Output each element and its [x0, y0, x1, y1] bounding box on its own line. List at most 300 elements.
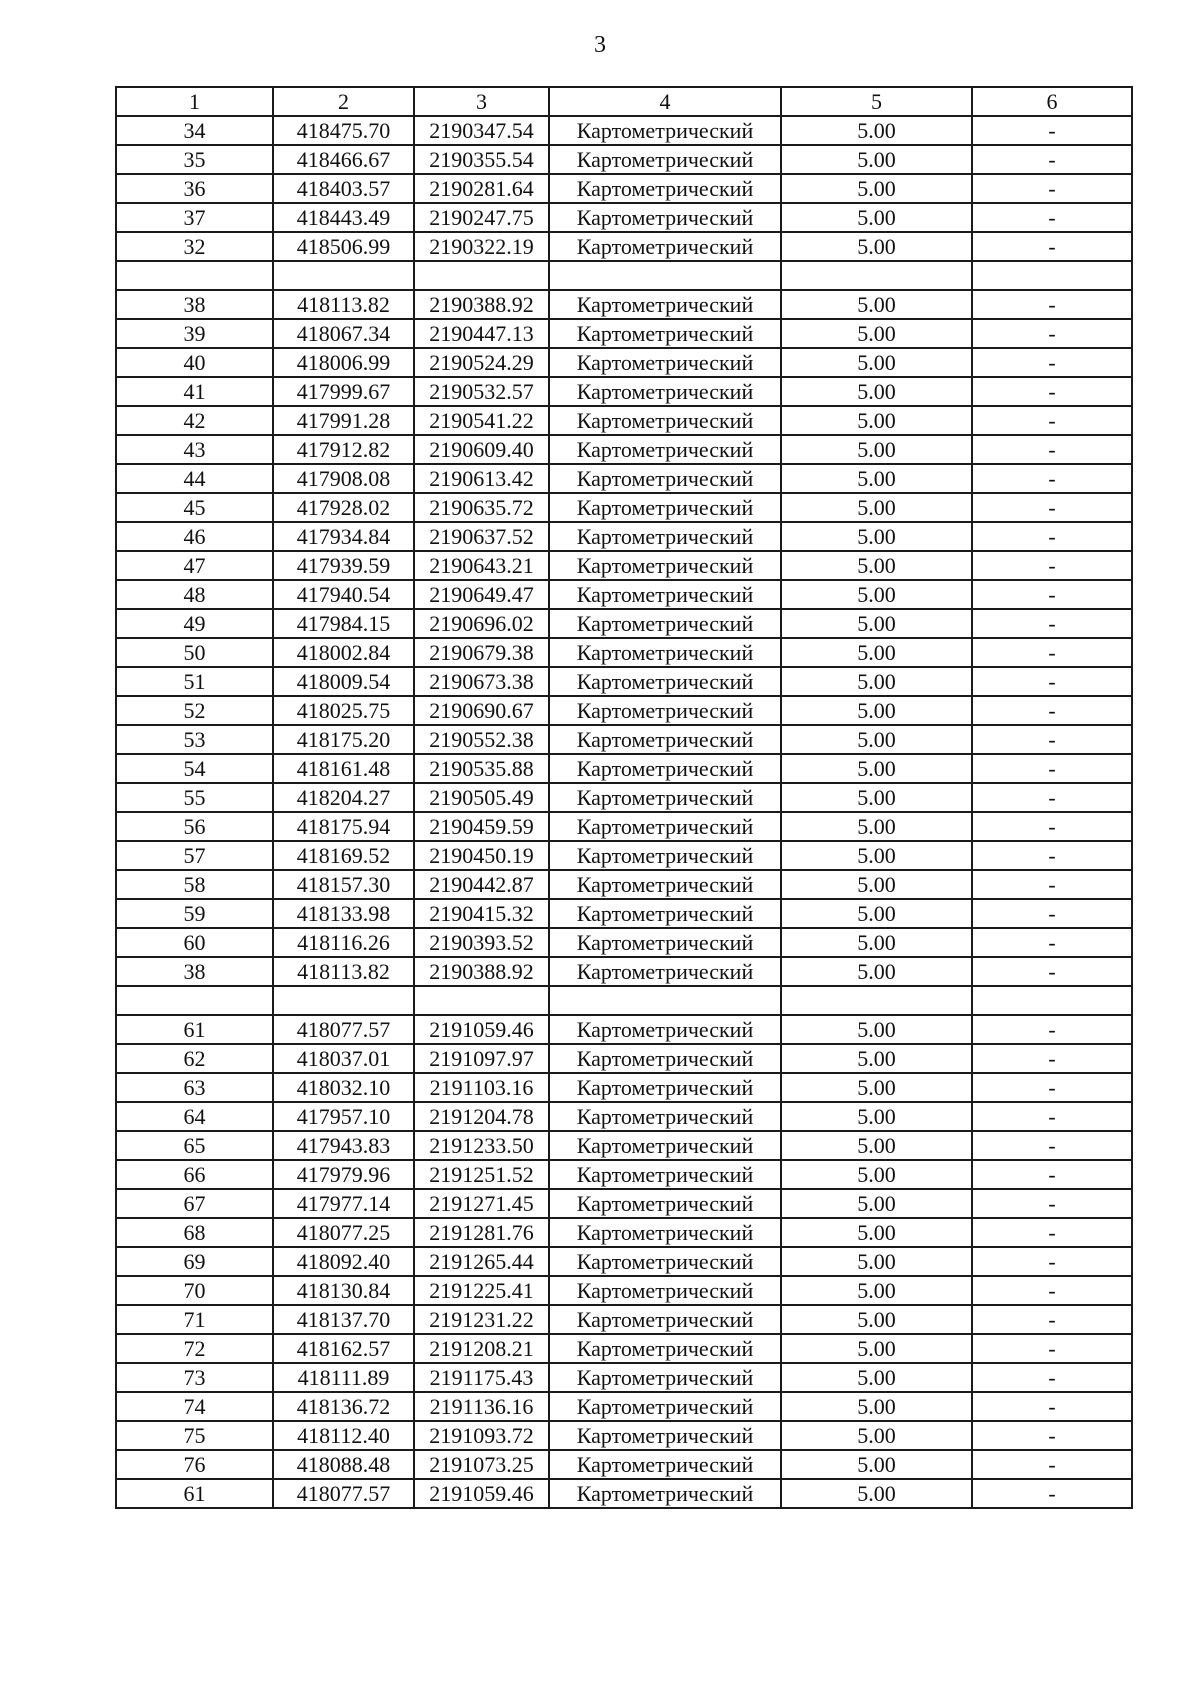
accuracy-cell: 5.00 — [781, 203, 972, 232]
accuracy-cell: 5.00 — [781, 319, 972, 348]
y-coordinate-cell: 2190541.22 — [414, 406, 549, 435]
accuracy-cell: 5.00 — [781, 1276, 972, 1305]
x-coordinate-cell: 418025.75 — [273, 696, 414, 725]
column-header-2: 2 — [273, 87, 414, 116]
table-spacer-row — [116, 986, 1132, 1015]
y-coordinate-cell: 2191281.76 — [414, 1218, 549, 1247]
x-coordinate-cell: 418077.57 — [273, 1479, 414, 1508]
accuracy-cell: 5.00 — [781, 1131, 972, 1160]
description-cell: - — [972, 725, 1132, 754]
point-number-cell: 74 — [116, 1392, 273, 1421]
point-number-cell: 56 — [116, 812, 273, 841]
x-coordinate-cell: 417912.82 — [273, 435, 414, 464]
x-coordinate-cell — [273, 986, 414, 1015]
method-cell: Картометрический — [549, 1450, 781, 1479]
y-coordinate-cell: 2190649.47 — [414, 580, 549, 609]
point-number-cell: 41 — [116, 377, 273, 406]
method-cell: Картометрический — [549, 928, 781, 957]
point-number-cell: 50 — [116, 638, 273, 667]
method-cell: Картометрический — [549, 1334, 781, 1363]
table-row — [116, 1015, 1132, 1044]
y-coordinate-cell: 2191233.50 — [414, 1131, 549, 1160]
description-cell: - — [972, 1102, 1132, 1131]
accuracy-cell: 5.00 — [781, 435, 972, 464]
x-coordinate-cell: 418130.84 — [273, 1276, 414, 1305]
method-cell: Картометрический — [549, 1015, 781, 1044]
y-coordinate-cell: 2190609.40 — [414, 435, 549, 464]
method-cell: Картометрический — [549, 1363, 781, 1392]
table-row — [116, 1421, 1132, 1450]
x-coordinate-cell: 417928.02 — [273, 493, 414, 522]
table-row — [116, 1218, 1132, 1247]
x-coordinate-cell: 417979.96 — [273, 1160, 414, 1189]
method-cell: Картометрический — [549, 957, 781, 986]
description-cell: - — [972, 377, 1132, 406]
x-coordinate-cell: 417943.83 — [273, 1131, 414, 1160]
method-cell: Картометрический — [549, 725, 781, 754]
y-coordinate-cell: 2190673.38 — [414, 667, 549, 696]
y-coordinate-cell: 2191093.72 — [414, 1421, 549, 1450]
accuracy-cell: 5.00 — [781, 725, 972, 754]
table-row — [116, 348, 1132, 377]
table-row — [116, 203, 1132, 232]
x-coordinate-cell: 417991.28 — [273, 406, 414, 435]
x-coordinate-cell: 417934.84 — [273, 522, 414, 551]
description-cell: - — [972, 116, 1132, 145]
accuracy-cell — [781, 261, 972, 290]
description-cell: - — [972, 493, 1132, 522]
table-row — [116, 928, 1132, 957]
point-number-cell: 64 — [116, 1102, 273, 1131]
point-number-cell: 65 — [116, 1131, 273, 1160]
description-cell: - — [972, 319, 1132, 348]
table-row — [116, 551, 1132, 580]
accuracy-cell: 5.00 — [781, 812, 972, 841]
accuracy-cell: 5.00 — [781, 145, 972, 174]
table-row — [116, 435, 1132, 464]
x-coordinate-cell: 418162.57 — [273, 1334, 414, 1363]
description-cell: - — [972, 899, 1132, 928]
table-header-row — [116, 87, 1132, 116]
point-number-cell: 45 — [116, 493, 273, 522]
x-coordinate-cell: 417999.67 — [273, 377, 414, 406]
accuracy-cell: 5.00 — [781, 406, 972, 435]
method-cell: Картометрический — [549, 1189, 781, 1218]
method-cell: Картометрический — [549, 1131, 781, 1160]
y-coordinate-cell: 2190524.29 — [414, 348, 549, 377]
table-row — [116, 145, 1132, 174]
y-coordinate-cell: 2190281.64 — [414, 174, 549, 203]
description-cell: - — [972, 1218, 1132, 1247]
method-cell: Картометрический — [549, 551, 781, 580]
method-cell — [549, 261, 781, 290]
accuracy-cell: 5.00 — [781, 1015, 972, 1044]
description-cell: - — [972, 203, 1132, 232]
table-row — [116, 580, 1132, 609]
description-cell: - — [972, 667, 1132, 696]
y-coordinate-cell: 2191059.46 — [414, 1015, 549, 1044]
point-number-cell: 55 — [116, 783, 273, 812]
table-row — [116, 1247, 1132, 1276]
description-cell: - — [972, 1247, 1132, 1276]
y-coordinate-cell: 2190322.19 — [414, 232, 549, 261]
accuracy-cell: 5.00 — [781, 551, 972, 580]
method-cell: Картометрический — [549, 1392, 781, 1421]
y-coordinate-cell — [414, 261, 549, 290]
point-number-cell: 49 — [116, 609, 273, 638]
accuracy-cell: 5.00 — [781, 899, 972, 928]
point-number-cell: 60 — [116, 928, 273, 957]
column-header-1: 1 — [116, 87, 273, 116]
point-number-cell: 57 — [116, 841, 273, 870]
table-row — [116, 1450, 1132, 1479]
point-number-cell: 59 — [116, 899, 273, 928]
table-row — [116, 899, 1132, 928]
point-number-cell — [116, 986, 273, 1015]
method-cell: Картометрический — [549, 1160, 781, 1189]
y-coordinate-cell: 2190635.72 — [414, 493, 549, 522]
x-coordinate-cell: 418161.48 — [273, 754, 414, 783]
method-cell: Картометрический — [549, 290, 781, 319]
y-coordinate-cell: 2190415.32 — [414, 899, 549, 928]
accuracy-cell: 5.00 — [781, 870, 972, 899]
method-cell: Картометрический — [549, 522, 781, 551]
description-cell: - — [972, 435, 1132, 464]
table-row — [116, 957, 1132, 986]
x-coordinate-cell: 418136.72 — [273, 1392, 414, 1421]
y-coordinate-cell: 2190393.52 — [414, 928, 549, 957]
accuracy-cell: 5.00 — [781, 464, 972, 493]
x-coordinate-cell: 418506.99 — [273, 232, 414, 261]
x-coordinate-cell: 418002.84 — [273, 638, 414, 667]
method-cell: Картометрический — [549, 638, 781, 667]
accuracy-cell: 5.00 — [781, 1044, 972, 1073]
table-row — [116, 464, 1132, 493]
x-coordinate-cell: 418443.49 — [273, 203, 414, 232]
description-cell: - — [972, 754, 1132, 783]
point-number-cell: 69 — [116, 1247, 273, 1276]
point-number-cell: 35 — [116, 145, 273, 174]
x-coordinate-cell: 417977.14 — [273, 1189, 414, 1218]
description-cell: - — [972, 696, 1132, 725]
point-number-cell: 38 — [116, 290, 273, 319]
x-coordinate-cell: 418169.52 — [273, 841, 414, 870]
accuracy-cell: 5.00 — [781, 290, 972, 319]
method-cell: Картометрический — [549, 1044, 781, 1073]
table-row — [116, 841, 1132, 870]
column-header-5: 5 — [781, 87, 972, 116]
x-coordinate-cell: 418037.01 — [273, 1044, 414, 1073]
point-number-cell: 76 — [116, 1450, 273, 1479]
point-number-cell: 47 — [116, 551, 273, 580]
description-cell: - — [972, 551, 1132, 580]
method-cell: Картометрический — [549, 609, 781, 638]
point-number-cell: 67 — [116, 1189, 273, 1218]
description-cell: - — [972, 870, 1132, 899]
method-cell: Картометрический — [549, 1421, 781, 1450]
point-number-cell: 66 — [116, 1160, 273, 1189]
method-cell: Картометрический — [549, 696, 781, 725]
table-row — [116, 406, 1132, 435]
table-row — [116, 232, 1132, 261]
x-coordinate-cell: 418475.70 — [273, 116, 414, 145]
method-cell: Картометрический — [549, 406, 781, 435]
description-cell: - — [972, 1189, 1132, 1218]
x-coordinate-cell: 418088.48 — [273, 1450, 414, 1479]
x-coordinate-cell: 418175.20 — [273, 725, 414, 754]
table-row — [116, 696, 1132, 725]
method-cell: Картометрический — [549, 377, 781, 406]
description-cell: - — [972, 232, 1132, 261]
method-cell: Картометрический — [549, 493, 781, 522]
y-coordinate-cell: 2191225.41 — [414, 1276, 549, 1305]
x-coordinate-cell: 418403.57 — [273, 174, 414, 203]
description-cell: - — [972, 145, 1132, 174]
table-row — [116, 667, 1132, 696]
x-coordinate-cell: 418111.89 — [273, 1363, 414, 1392]
table-row — [116, 783, 1132, 812]
y-coordinate-cell: 2190459.59 — [414, 812, 549, 841]
description-cell: - — [972, 638, 1132, 667]
point-number-cell: 54 — [116, 754, 273, 783]
method-cell: Картометрический — [549, 667, 781, 696]
y-coordinate-cell: 2191103.16 — [414, 1073, 549, 1102]
accuracy-cell: 5.00 — [781, 1479, 972, 1508]
table-row — [116, 1276, 1132, 1305]
point-number-cell: 53 — [116, 725, 273, 754]
method-cell: Картометрический — [549, 464, 781, 493]
accuracy-cell: 5.00 — [781, 754, 972, 783]
y-coordinate-cell: 2190613.42 — [414, 464, 549, 493]
table-row — [116, 1334, 1132, 1363]
accuracy-cell: 5.00 — [781, 1073, 972, 1102]
coordinates-table — [115, 86, 1133, 1509]
table-row — [116, 290, 1132, 319]
accuracy-cell: 5.00 — [781, 116, 972, 145]
method-cell: Картометрический — [549, 1479, 781, 1508]
description-cell: - — [972, 957, 1132, 986]
point-number-cell: 61 — [116, 1015, 273, 1044]
accuracy-cell: 5.00 — [781, 348, 972, 377]
x-coordinate-cell: 418113.82 — [273, 290, 414, 319]
method-cell: Картометрический — [549, 812, 781, 841]
y-coordinate-cell: 2190679.38 — [414, 638, 549, 667]
table-row — [116, 1392, 1132, 1421]
description-cell: - — [972, 174, 1132, 203]
description-cell: - — [972, 1073, 1132, 1102]
point-number-cell: 51 — [116, 667, 273, 696]
description-cell: - — [972, 841, 1132, 870]
accuracy-cell: 5.00 — [781, 928, 972, 957]
accuracy-cell — [781, 986, 972, 1015]
point-number-cell: 75 — [116, 1421, 273, 1450]
method-cell: Картометрический — [549, 203, 781, 232]
point-number-cell: 58 — [116, 870, 273, 899]
method-cell: Картометрический — [549, 1073, 781, 1102]
accuracy-cell: 5.00 — [781, 696, 972, 725]
y-coordinate-cell: 2190355.54 — [414, 145, 549, 174]
x-coordinate-cell: 418113.82 — [273, 957, 414, 986]
point-number-cell: 61 — [116, 1479, 273, 1508]
description-cell: - — [972, 406, 1132, 435]
point-number-cell: 37 — [116, 203, 273, 232]
description-cell: - — [972, 348, 1132, 377]
table-row — [116, 1305, 1132, 1334]
y-coordinate-cell: 2191208.21 — [414, 1334, 549, 1363]
accuracy-cell: 5.00 — [781, 841, 972, 870]
accuracy-cell: 5.00 — [781, 1247, 972, 1276]
table-row — [116, 870, 1132, 899]
method-cell: Картометрический — [549, 870, 781, 899]
accuracy-cell: 5.00 — [781, 1392, 972, 1421]
point-number-cell: 34 — [116, 116, 273, 145]
table-row — [116, 1160, 1132, 1189]
x-coordinate-cell: 418092.40 — [273, 1247, 414, 1276]
y-coordinate-cell: 2190643.21 — [414, 551, 549, 580]
accuracy-cell: 5.00 — [781, 1218, 972, 1247]
y-coordinate-cell: 2191175.43 — [414, 1363, 549, 1392]
description-cell: - — [972, 1421, 1132, 1450]
column-header-6: 6 — [972, 87, 1132, 116]
method-cell: Картометрический — [549, 1276, 781, 1305]
y-coordinate-cell: 2190696.02 — [414, 609, 549, 638]
accuracy-cell: 5.00 — [781, 377, 972, 406]
description-cell: - — [972, 580, 1132, 609]
point-number-cell: 39 — [116, 319, 273, 348]
x-coordinate-cell: 418112.40 — [273, 1421, 414, 1450]
accuracy-cell: 5.00 — [781, 1160, 972, 1189]
description-cell — [972, 261, 1132, 290]
description-cell: - — [972, 1305, 1132, 1334]
accuracy-cell: 5.00 — [781, 667, 972, 696]
method-cell: Картометрический — [549, 319, 781, 348]
y-coordinate-cell: 2190347.54 — [414, 116, 549, 145]
table-row — [116, 1131, 1132, 1160]
method-cell: Картометрический — [549, 116, 781, 145]
accuracy-cell: 5.00 — [781, 1421, 972, 1450]
method-cell: Картометрический — [549, 841, 781, 870]
y-coordinate-cell: 2191097.97 — [414, 1044, 549, 1073]
table-row — [116, 1189, 1132, 1218]
table-row — [116, 522, 1132, 551]
method-cell — [549, 986, 781, 1015]
point-number-cell: 42 — [116, 406, 273, 435]
method-cell: Картометрический — [549, 783, 781, 812]
point-number-cell: 62 — [116, 1044, 273, 1073]
y-coordinate-cell: 2190505.49 — [414, 783, 549, 812]
y-coordinate-cell: 2191265.44 — [414, 1247, 549, 1276]
table-row — [116, 1479, 1132, 1508]
y-coordinate-cell: 2190535.88 — [414, 754, 549, 783]
y-coordinate-cell: 2191251.52 — [414, 1160, 549, 1189]
description-cell: - — [972, 522, 1132, 551]
description-cell: - — [972, 1160, 1132, 1189]
column-header-4: 4 — [549, 87, 781, 116]
accuracy-cell: 5.00 — [781, 609, 972, 638]
y-coordinate-cell: 2191073.25 — [414, 1450, 549, 1479]
y-coordinate-cell — [414, 986, 549, 1015]
x-coordinate-cell: 418006.99 — [273, 348, 414, 377]
table-row — [116, 638, 1132, 667]
method-cell: Картометрический — [549, 580, 781, 609]
point-number-cell: 71 — [116, 1305, 273, 1334]
description-cell: - — [972, 290, 1132, 319]
method-cell: Картометрический — [549, 899, 781, 928]
y-coordinate-cell: 2191136.16 — [414, 1392, 549, 1421]
description-cell: - — [972, 812, 1132, 841]
y-coordinate-cell: 2190442.87 — [414, 870, 549, 899]
method-cell: Картометрический — [549, 754, 781, 783]
table-row — [116, 609, 1132, 638]
table-row — [116, 377, 1132, 406]
accuracy-cell: 5.00 — [781, 1363, 972, 1392]
accuracy-cell: 5.00 — [781, 1334, 972, 1363]
accuracy-cell: 5.00 — [781, 1305, 972, 1334]
accuracy-cell: 5.00 — [781, 493, 972, 522]
point-number-cell: 40 — [116, 348, 273, 377]
description-cell: - — [972, 1450, 1132, 1479]
x-coordinate-cell — [273, 261, 414, 290]
table-row — [116, 754, 1132, 783]
table-row — [116, 493, 1132, 522]
point-number-cell: 68 — [116, 1218, 273, 1247]
description-cell: - — [972, 1276, 1132, 1305]
method-cell: Картометрический — [549, 1247, 781, 1276]
accuracy-cell: 5.00 — [781, 957, 972, 986]
method-cell: Картометрический — [549, 145, 781, 174]
table-row — [116, 116, 1132, 145]
method-cell: Картометрический — [549, 1305, 781, 1334]
accuracy-cell: 5.00 — [781, 174, 972, 203]
table-row — [116, 1102, 1132, 1131]
method-cell: Картометрический — [549, 1218, 781, 1247]
y-coordinate-cell: 2191271.45 — [414, 1189, 549, 1218]
point-number-cell: 36 — [116, 174, 273, 203]
description-cell: - — [972, 1363, 1132, 1392]
x-coordinate-cell: 418009.54 — [273, 667, 414, 696]
point-number-cell: 72 — [116, 1334, 273, 1363]
accuracy-cell: 5.00 — [781, 580, 972, 609]
x-coordinate-cell: 418032.10 — [273, 1073, 414, 1102]
y-coordinate-cell: 2190447.13 — [414, 319, 549, 348]
point-number-cell: 63 — [116, 1073, 273, 1102]
accuracy-cell: 5.00 — [781, 522, 972, 551]
description-cell: - — [972, 464, 1132, 493]
description-cell — [972, 986, 1132, 1015]
description-cell: - — [972, 1131, 1132, 1160]
x-coordinate-cell: 418116.26 — [273, 928, 414, 957]
table-row — [116, 174, 1132, 203]
table-row — [116, 1044, 1132, 1073]
page-number: 3 — [594, 32, 606, 58]
x-coordinate-cell: 417984.15 — [273, 609, 414, 638]
table-row — [116, 1363, 1132, 1392]
x-coordinate-cell: 418157.30 — [273, 870, 414, 899]
description-cell: - — [972, 783, 1132, 812]
x-coordinate-cell: 418133.98 — [273, 899, 414, 928]
table-body — [116, 87, 1132, 1508]
y-coordinate-cell: 2190552.38 — [414, 725, 549, 754]
description-cell: - — [972, 1044, 1132, 1073]
x-coordinate-cell: 418175.94 — [273, 812, 414, 841]
x-coordinate-cell: 417957.10 — [273, 1102, 414, 1131]
table-row — [116, 319, 1132, 348]
y-coordinate-cell: 2190690.67 — [414, 696, 549, 725]
column-header-3: 3 — [414, 87, 549, 116]
point-number-cell: 52 — [116, 696, 273, 725]
description-cell: - — [972, 1392, 1132, 1421]
x-coordinate-cell: 418137.70 — [273, 1305, 414, 1334]
